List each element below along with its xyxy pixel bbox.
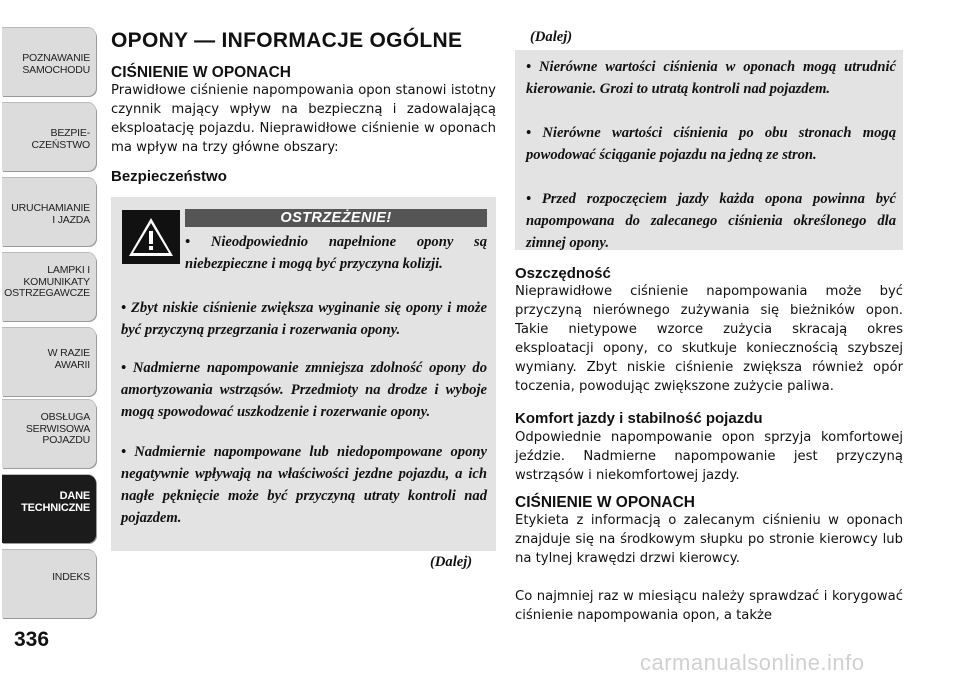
chapter-sidebar (0, 0, 100, 678)
tab-label: OBSŁUGA SERWISOWA POJAZDU (25, 411, 90, 446)
tab-obsluga-serwisowa[interactable] (2, 400, 96, 468)
tab-label: INDEKS (52, 571, 90, 583)
warning-item: • Nadmierne napompowanie zmniejsza zdolność opony do amortyzowania wstrząsów. Przedmioty na drodze i wyboje mogą spowodować uszkodzenie i rozerwanie opony. (121, 360, 487, 420)
pressure-heading: CIŚNIENIE W OPONACH (515, 494, 695, 511)
tab-indeks[interactable] (2, 550, 96, 618)
warning-icon (122, 210, 180, 264)
tab-w-razie-awarii[interactable] (2, 328, 96, 396)
tab-lampki-i-komunikaty[interactable] (2, 253, 96, 321)
warning-item: • Nadmiernie napompowane lub niedopompowane opony negatywnie wpływają na właściwości jezdne pojazdu, a ich nagłe pęknięcie może być przyczyną utraty kontroli nad pojazdem. (121, 444, 487, 526)
tab-uruchamianie-i-jazda[interactable] (2, 178, 96, 246)
section-heading: CIŚNIENIE W OPONACH (111, 64, 291, 81)
warning-item: • Przed rozpoczęciem jazdy każda opona powinna być napompowana do zalecanego ciśnienia określonego dla zimnej opony. (526, 191, 896, 251)
tab-bezpieczenstwo[interactable] (2, 103, 96, 171)
intro-paragraph: Prawidłowe ciśnienie napompowania opon stanowi istotny czynnik mający wpływ na bezpieczną i zadowalającą eksploatację pojazdu. Nieprawidłowe ciśnienie w oponach ma wpływ na trzy główne obszary: (111, 83, 496, 155)
tab-label: LAMPKI I KOMUNIKATY OSTRZEGAWCZE (4, 264, 90, 299)
warning-title: OSTRZEŻENIE! (185, 209, 487, 227)
page-number: 336 (14, 628, 50, 651)
warning-item: • Nierówne wartości ciśnienia po obu stronach mogą powodować ściąganie pojazdu na jedną ze stron. (526, 125, 896, 163)
tab-label: URUCHAMIANIE I JAZDA (11, 202, 90, 226)
tab-label: W RAZIE AWARII (47, 347, 90, 371)
continued-header: (Dalej) (530, 29, 573, 45)
continued-label: (Dalej) (430, 554, 473, 570)
tab-dane-techniczne[interactable] (2, 475, 96, 543)
economy-paragraph: Nieprawidłowe ciśnienie napompowania może być przyczyną nierównego zużywania się bieżników opon. Takie nietypowe wzorce zużycia skracają okres eksploatacji opony, co skutkuje koniecznością szybszej wymiany. Zbyt niskie ciśnienie zwiększa również opór toczenia, powodując zwiększone zużycie paliwa. (515, 284, 903, 394)
monthly-check-paragraph: Co najmniej raz w miesiącu należy sprawdzać i korygować ciśnienie napompowania opon, a także (515, 589, 903, 623)
tab-label: POZNAWANIE SAMOCHODU (22, 52, 90, 76)
warning-item: • Zbyt niskie ciśnienie zwiększa wyginanie się opony i może być przyczyną przegrzania i rozerwania opony. (121, 300, 487, 338)
tab-poznawanie-samochodu[interactable] (2, 28, 96, 96)
comfort-paragraph: Odpowiednie napompowanie opon sprzyja komfortowej jeździe. Nadmierne napompowanie jest przyczyną wstrząsów i niekomfortowej jazdy. (515, 430, 903, 483)
tab-label: BEZPIE- CZEŃSTWO (31, 127, 90, 151)
safety-heading: Bezpieczeństwo (111, 168, 227, 185)
comfort-heading: Komfort jazdy i stabilność pojazdu (515, 410, 763, 427)
warning-item: • Nierówne wartości ciśnienia w oponach mogą utrudnić kierowanie. Grozi to utratą kontroli nad pojazdem. (526, 59, 896, 97)
warning-item: • Nieodpowiednio napełnione opony są niebezpieczne i mogą być przyczyna kolizji. (185, 234, 487, 272)
watermark: carmanualsonline.info (640, 650, 865, 675)
page-title: OPONY — INFORMACJE OGÓLNE (111, 29, 463, 52)
economy-heading: Oszczędność (515, 265, 611, 282)
tab-label: DANE TECHNICZNE (21, 490, 90, 514)
pressure-paragraph: Etykieta z informacją o zalecanym ciśnieniu w oponach znajduje się na środkowym słupku po stronie kierowcy lub na tylnej krawędzi drzwi kierowcy. (515, 513, 903, 566)
